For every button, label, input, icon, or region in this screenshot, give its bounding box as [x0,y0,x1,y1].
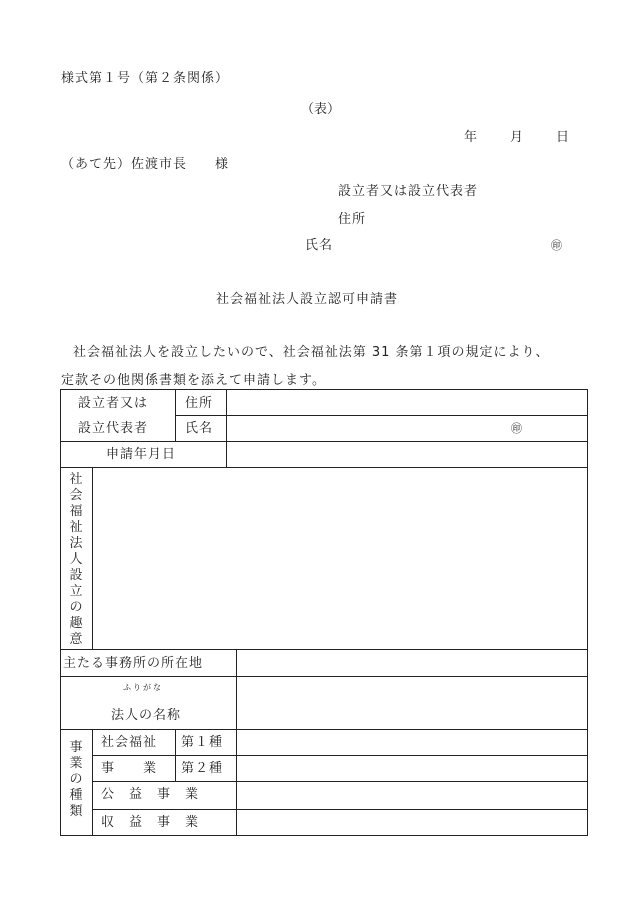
name-label: 氏名 [305,238,334,253]
application-form-table [60,389,588,836]
date-month-label: 月 [510,130,524,145]
application-date-label: 申請年月日 [106,447,177,462]
corporation-name-label: 法人の名称 [111,708,182,723]
seal-mark: ㊞ [551,239,562,252]
document-title: 社会福祉法人設立認可申請書 [216,292,399,307]
front-label: （表） [301,102,341,117]
public-interest-label: 公 益 事 業 [101,787,200,802]
social-welfare-label-1: 社会福祉 [101,735,158,750]
profit-business-label: 収 益 事 業 [101,815,200,830]
body-text-line-2: 定款その他関係書類を添えて申請します。 [61,373,326,388]
founder-label-line-2: 設立代表者 [78,421,149,436]
founder-name-label: 氏名 [185,421,214,436]
furigana-label: ふりがな [123,683,163,692]
main-office-label: 主たる事務所の所在地 [63,656,204,671]
business-type-label: 事業の種類 [69,740,83,819]
social-welfare-label-2: 事 業 [101,761,158,776]
founder-seal-mark: ㊞ [511,422,522,435]
founder-address-label: 住所 [185,396,214,411]
purpose-label: 社会福祉法人設立の趣意 [69,472,83,647]
form-number: 様式第１号（第２条関係） [61,71,230,86]
founder-label-line-1: 設立者又は [78,396,149,411]
address-label: 住所 [338,212,367,227]
type1-label: 第１種 [181,735,224,750]
body-text-line-1: 社会福祉法人を設立したいので、社会福祉法第 31 条第１項の規定により、 [73,345,550,360]
type2-label: 第２種 [181,761,224,776]
founder-heading: 設立者又は設立代表者 [338,184,479,199]
date-year-label: 年 [464,130,478,145]
date-day-label: 日 [556,130,570,145]
addressee: （あて先）佐渡市長 様 [61,157,230,172]
